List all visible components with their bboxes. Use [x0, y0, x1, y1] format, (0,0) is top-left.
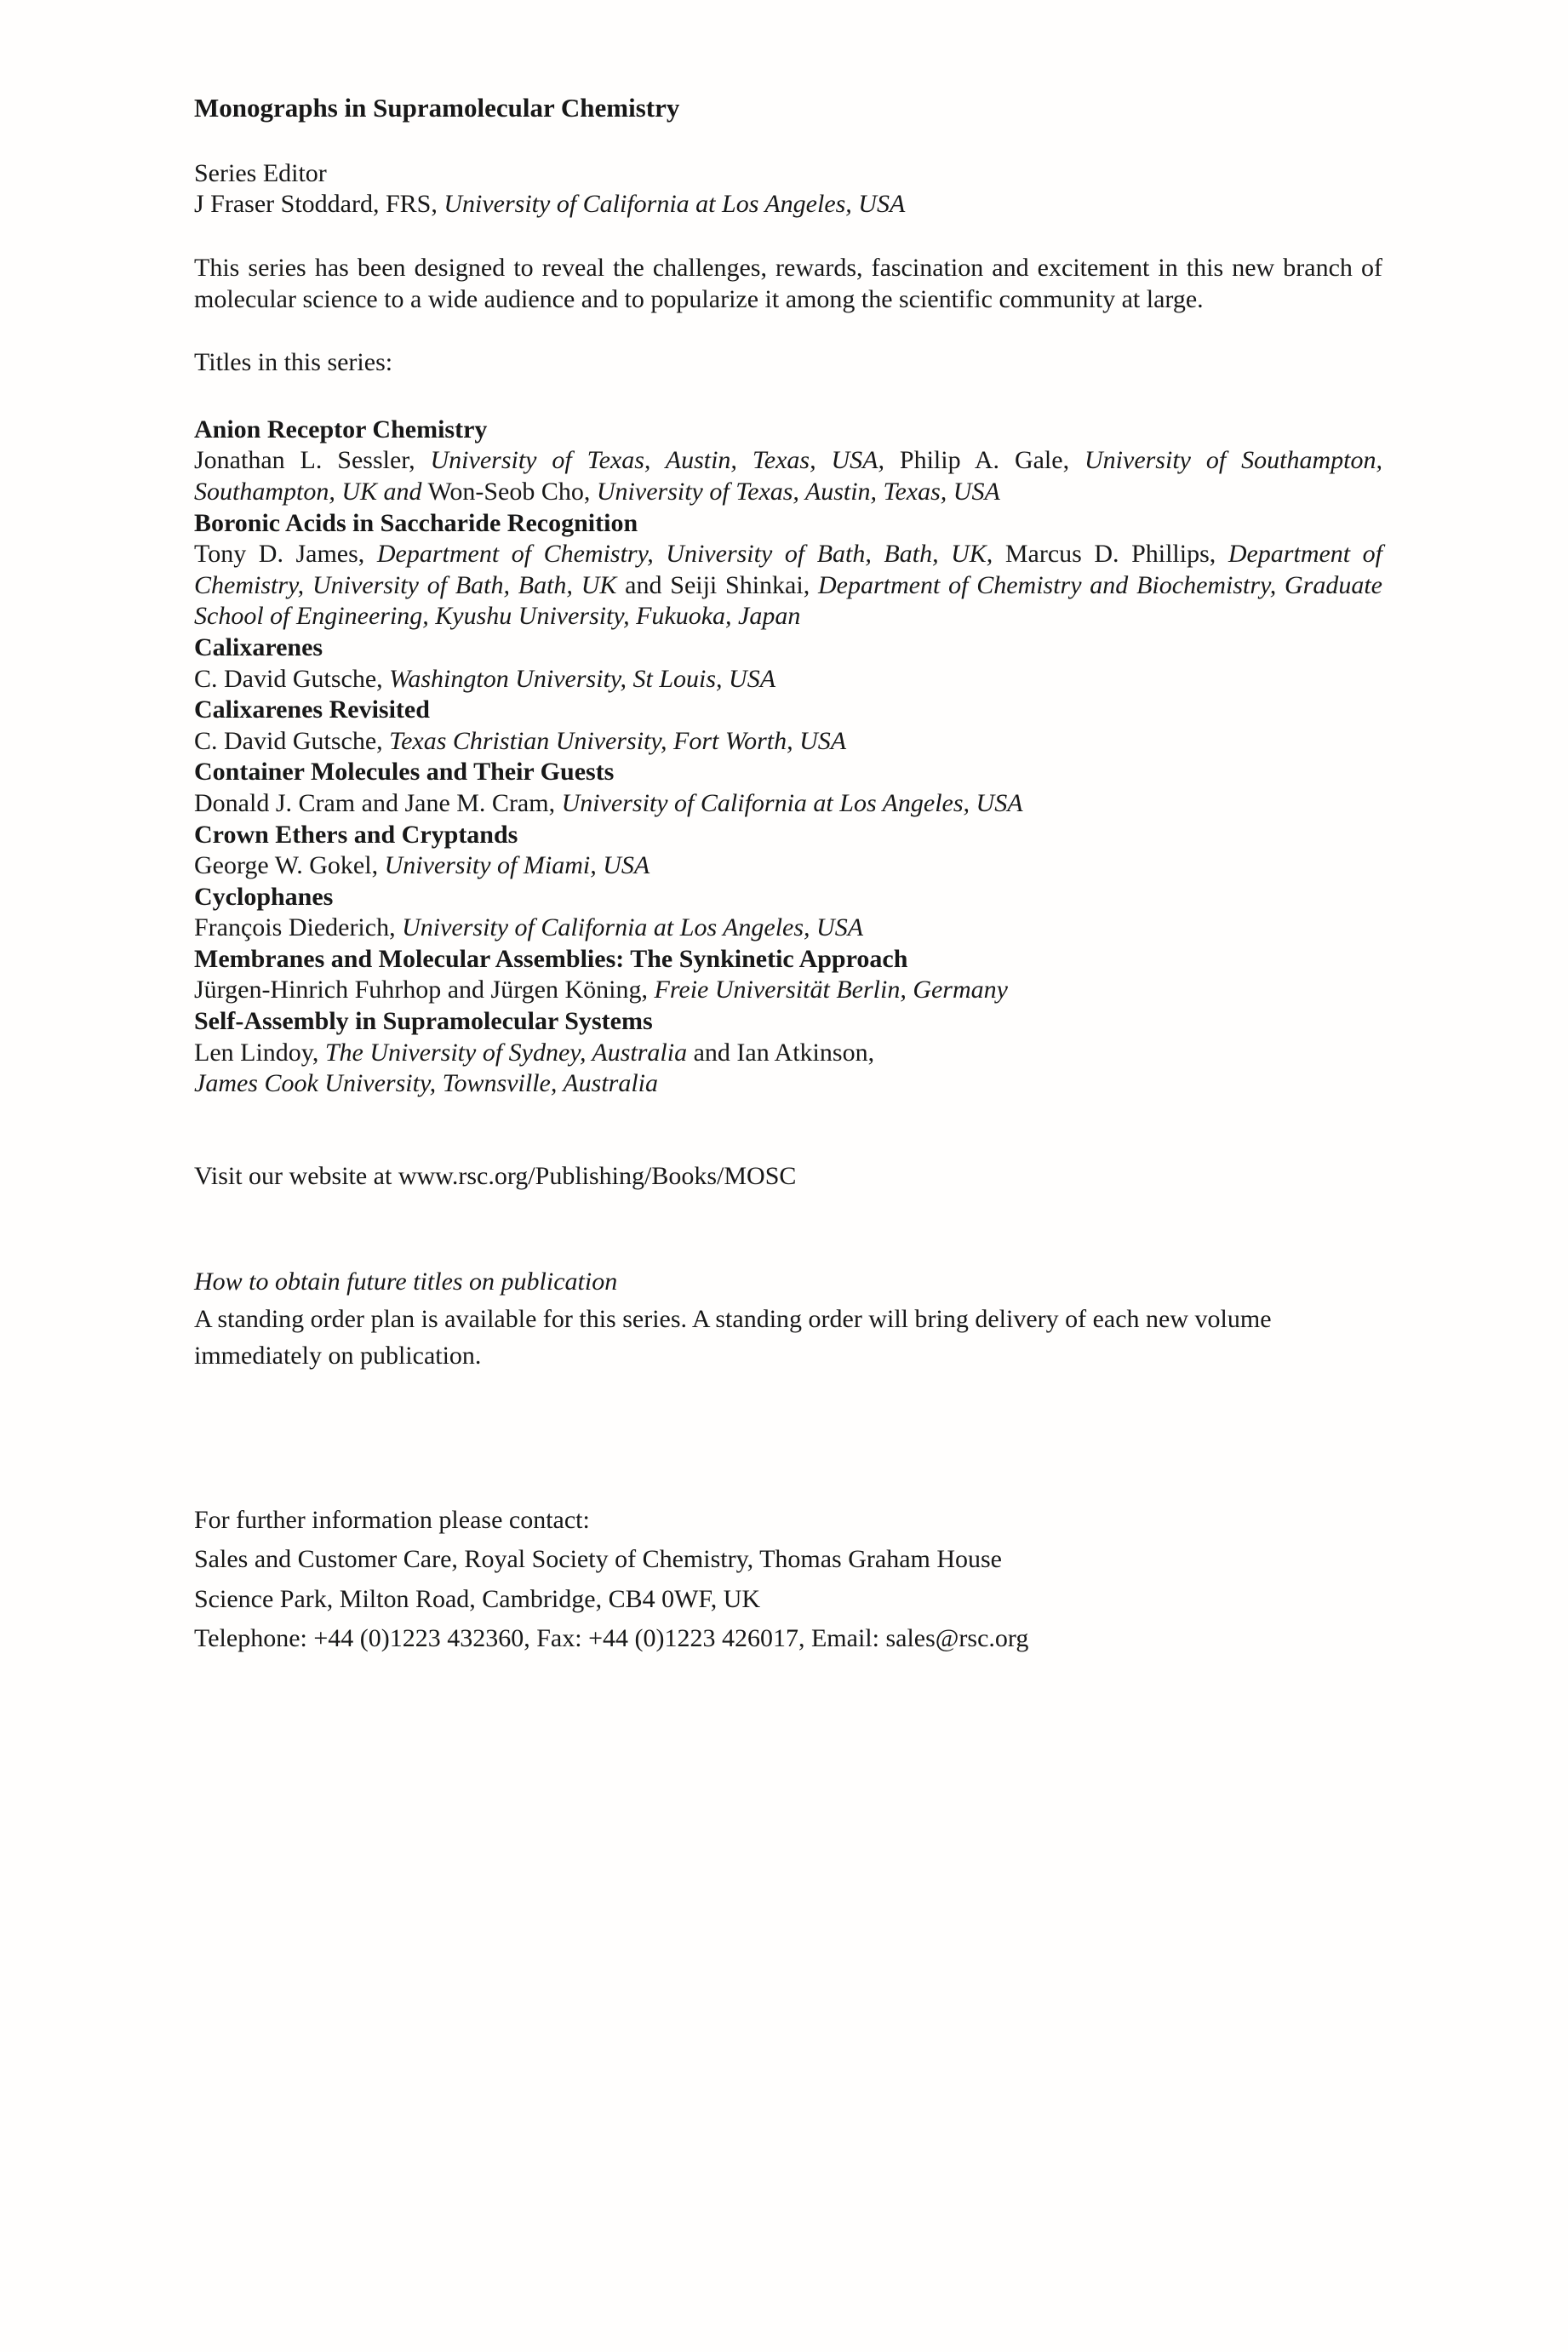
standing-order-text: A standing order plan is available for this series. A standing order will bring delivery of each new volume immediately on publication. [194, 1304, 1272, 1371]
book-authors [194, 850, 1382, 882]
author-affiliation: University of Texas, Austin, Texas, USA [596, 477, 1000, 506]
contact-line: Telephone: +44 (0)1223 432360, Fax: +44 (0)1223 426017, Email: sales@rsc.org [194, 1624, 1029, 1653]
author-name: Philip A. Gale, [884, 446, 1084, 475]
author-name: and Ian Atkinson, [687, 1038, 875, 1067]
author-affiliation: Freie Universität Berlin, Germany [654, 976, 1008, 1004]
book-authors [194, 788, 1382, 820]
series-editor-affiliation: University of California at Los Angeles, USA [444, 190, 906, 219]
book-entry [194, 508, 1382, 632]
book-entry [194, 820, 1382, 882]
book-title: Anion Receptor Chemistry [194, 415, 488, 444]
book-list [194, 415, 1382, 1100]
series-editor-name: J Fraser Stoddard, FRS, [194, 190, 444, 219]
author-name: Marcus D. Phillips, [993, 540, 1228, 569]
author-affiliation: University of Texas, Austin, Texas, USA, [430, 446, 884, 475]
author-affiliation: Washington University, St Louis, USA [389, 664, 776, 693]
author-affiliation: Department of Chemistry, University of Bath, Bath, UK [194, 540, 1383, 599]
author-name: C. David Gutsche, [194, 726, 390, 755]
book-title: Boronic Acids in Saccharide Recognition [194, 508, 638, 537]
book-entry [194, 415, 1382, 508]
book-title: Cyclophanes [194, 882, 334, 911]
author-name: Won-Seob Cho, [421, 477, 597, 506]
author-name: Jonathan L. Sessler, [194, 446, 431, 475]
book-title: Container Molecules and Their Guests [194, 758, 615, 787]
standing-order-heading: How to obtain future titles on publication [194, 1268, 618, 1296]
titles-in-series-heading: Titles in this series: [194, 348, 393, 377]
standing-order-block [194, 1263, 1382, 1375]
author-affiliation: University of California at Los Angeles, USA [561, 788, 1023, 817]
author-name: Jürgen-Hinrich Fuhrhop and Jürgen Köning, [194, 976, 655, 1004]
series-editor-line [194, 189, 1382, 220]
book-authors [194, 445, 1382, 507]
book-authors [194, 539, 1382, 632]
book-entry [194, 757, 1382, 819]
author-affiliation: University of California at Los Angeles, USA [402, 913, 864, 942]
book-title: Membranes and Molecular Assemblies: The Synkinetic Approach [194, 944, 908, 973]
author-affiliation: University of Miami, USA [384, 851, 650, 880]
series-description: This series has been designed to reveal the challenges, rewards, fascination and excitement in this new branch of molecular science to a wide audience and to popularize it among the scientific community at large. [194, 254, 1382, 313]
series-title: Monographs in Supramolecular Chemistry [194, 93, 680, 123]
book-entry [194, 695, 1382, 757]
website-line: Visit our website at www.rsc.org/Publishing/Books/MOSC [194, 1161, 797, 1190]
series-editor-block [194, 158, 1382, 220]
book-authors [194, 726, 1382, 758]
author-name: Tony D. James, [194, 540, 377, 569]
contact-line: Science Park, Milton Road, Cambridge, CB4 0WF, UK [194, 1584, 761, 1613]
book-authors [194, 975, 1382, 1006]
author-name: Donald J. Cram and Jane M. Cram, [194, 788, 562, 817]
author-affiliation: The University of Sydney, Australia [324, 1038, 688, 1067]
book-entry [194, 882, 1382, 944]
book-authors [194, 913, 1382, 944]
author-name: Len Lindoy, [194, 1038, 325, 1067]
series-editor-label: Series Editor [194, 158, 327, 187]
book-title: Crown Ethers and Cryptands [194, 820, 518, 849]
author-affiliation: University of Southampton, Southampton, UK and [194, 446, 1382, 506]
author-name: and Seiji Shinkai, [616, 570, 818, 599]
book-title: Calixarenes [194, 632, 323, 661]
book-authors [194, 664, 1382, 695]
contact-line: Sales and Customer Care, Royal Society of Chemistry, Thomas Graham House [194, 1545, 1002, 1574]
author-affiliation: James Cook University, Townsville, Australia [194, 1069, 658, 1098]
book-title: Self-Assembly in Supramolecular Systems [194, 1007, 653, 1036]
contact-line: For further information please contact: [194, 1505, 590, 1534]
author-affiliation: Department of Chemistry and Biochemistry, Graduate School of Engineering, Kyushu University, Fukuoka, Japan [194, 570, 1382, 631]
author-affiliation: Texas Christian University, Fort Worth, USA [389, 726, 847, 755]
author-name: François Diederich, [194, 913, 403, 942]
book-entry [194, 632, 1382, 695]
contact-block [194, 1501, 1382, 1659]
author-affiliation: Department of Chemistry, University of Bath, Bath, UK, [376, 540, 993, 569]
page-content [194, 92, 1382, 1659]
book-entry [194, 1006, 1382, 1100]
book-title: Calixarenes Revisited [194, 695, 430, 724]
author-name: C. David Gutsche, [194, 664, 390, 693]
author-name: George W. Gokel, [194, 851, 385, 880]
book-entry [194, 944, 1382, 1006]
book-authors [194, 1038, 1382, 1100]
